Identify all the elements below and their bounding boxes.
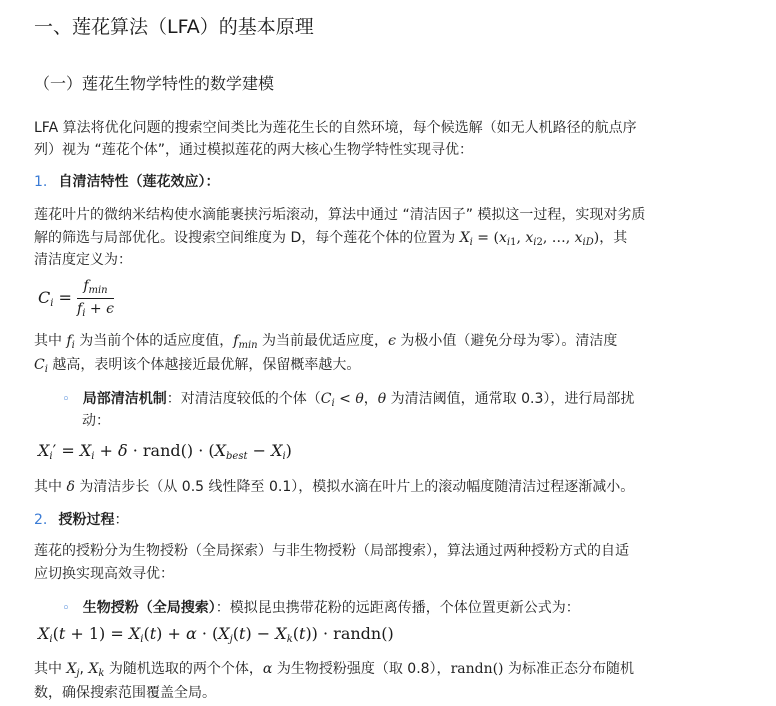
text-span: 越高，表明该个体越接近最优解，保留概率越大。 — [47, 357, 361, 373]
intro-line-2: 列）视为 “莲花个体”，通过模拟莲花的两大核心生物学特性实现寻优： — [34, 142, 473, 158]
item2-explanation-line-2: 数，确保搜索范围覆盖全局。 — [34, 685, 216, 701]
item1-step-explanation: 其中 δ 为清洁步长（从 0.5 线性降至 0.1），模拟水滴在叶片上的滚动幅度随清洁过程逐渐减小。 — [34, 479, 635, 495]
list-item-2-header — [34, 509, 128, 530]
text-span: ：模拟昆虫携带花粉的远距离传播，个体位置更新公式为： — [215, 600, 580, 616]
sub-bullet-title: 生物授粉（全局搜索） — [82, 600, 216, 616]
sub-bullet-local-clean: ◦ 局部清洁机制：对清洁度较低的个体（$C_i < \theta$，θ 为清洁阈值，通常取 0.3），进行局部扰 — [62, 391, 635, 409]
text-span: 解的筛选与局部优化。设搜索空间维度为 D，每个莲花个体的位置为 — [34, 230, 460, 246]
text-span: 为极小值（避免分母为零）。清洁度 — [395, 333, 618, 349]
cleanliness-formula: $C_i$ = $\frac{f_{min}}{f_i + \epsilon}$ — [38, 278, 114, 319]
item2-paragraph-line-2: 应切换实现高效寻优： — [34, 566, 174, 582]
sub-bullet-bio-pollination — [62, 597, 580, 618]
fraction: $\frac{f_{min}}{f_i + \epsilon}$ — [77, 278, 114, 319]
list-item-title: 自清洁特性（莲花效应） — [58, 174, 206, 190]
sub-bullet-title: 局部清洁机制 — [82, 391, 167, 407]
text-span: ：对清洁度较低的个体（ — [166, 391, 321, 407]
text-span: 为清洁步长（从 0.5 线性降至 0.1），模拟水滴在叶片上的滚动幅度随清洁过程逐渐减小。 — [74, 479, 635, 495]
bullet-icon: ◦ — [62, 601, 70, 616]
intro-line-1: LFA 算法将优化问题的搜索空间类比为莲花生长的自然环境，每个候选解（如无人机路径的航点序 — [34, 120, 637, 136]
list-item-title: 授粉过程 — [58, 512, 115, 528]
local-perturbation-formula: $X_i' = X_i + \delta$ · rand() · $(X_{best} - X_i)$ — [38, 441, 292, 462]
position-formula-inline: $X_i = (x_{i1}$, $x_{i2}$, …, $x_{iD}$) — [459, 230, 600, 248]
list-number: 2. — [34, 512, 48, 528]
text-span: 其中 — [34, 479, 67, 495]
item1-explanation-line-1: 其中 $f_i$ 为当前个体的适应度值，$f_{min}$ 为当前最优适应度，ϵ 为极小值（避免分母为零）。清洁度 — [34, 333, 618, 351]
bio-pollination-formula: $X_i(t + 1) = X_i(t) + \alpha \cdot (X_j(t) - X_k(t))$ · randn() — [38, 624, 394, 645]
sub-bullet-line-2: 动： — [82, 413, 110, 429]
text-span: 为标准正态分布随机 — [503, 661, 634, 677]
text-span: ，其 — [599, 230, 628, 246]
item1-explanation-line-2: $C_i$ 越高，表明该个体越接近最优解，保留概率越大。 — [34, 357, 361, 375]
text-span: 其中 — [34, 661, 67, 677]
item1-paragraph-line-3: 清洁度定义为： — [34, 252, 132, 268]
section-heading: 一、莲花算法（LFA）的基本原理 — [34, 16, 314, 38]
text-span: 其中 — [34, 333, 67, 349]
list-item-suffix: ： — [114, 512, 129, 528]
subsection-heading: （一）莲花生物学特性的数学建模 — [34, 74, 275, 93]
text-span: 为清洁阈值，通常取 0.3），进行局部扰 — [386, 391, 635, 407]
item2-paragraph-line-1: 莲花的授粉分为生物授粉（全局探索）与非生物授粉（局部搜索），算法通过两种授粉方式的自适 — [34, 543, 629, 559]
text-span: 为生物授粉强度（取 0.8）， — [272, 661, 451, 677]
item2-explanation-line-1: 其中 $X_j$, $X_k$ 为随机选取的两个个体，α 为生物授粉强度（取 0.8），randn() 为标准正态分布随机 — [34, 661, 634, 679]
list-item-1-header — [34, 171, 219, 192]
item1-paragraph-line-1: 莲花叶片的微纳米结构使水滴能裹挟污垢滚动，算法中通过 “清洁因子” 模拟这一过程，实现对劣质 — [34, 207, 646, 223]
bullet-icon: ◦ — [62, 392, 70, 407]
text-span: 为随机选取的两个个体， — [104, 661, 263, 677]
text-span: 为当前个体的适应度值， — [74, 333, 234, 349]
list-item-suffix: ： — [205, 174, 220, 190]
text-span: ， — [363, 391, 378, 407]
text-span: 为当前最优适应度， — [257, 333, 389, 349]
list-number: 1. — [34, 174, 48, 190]
